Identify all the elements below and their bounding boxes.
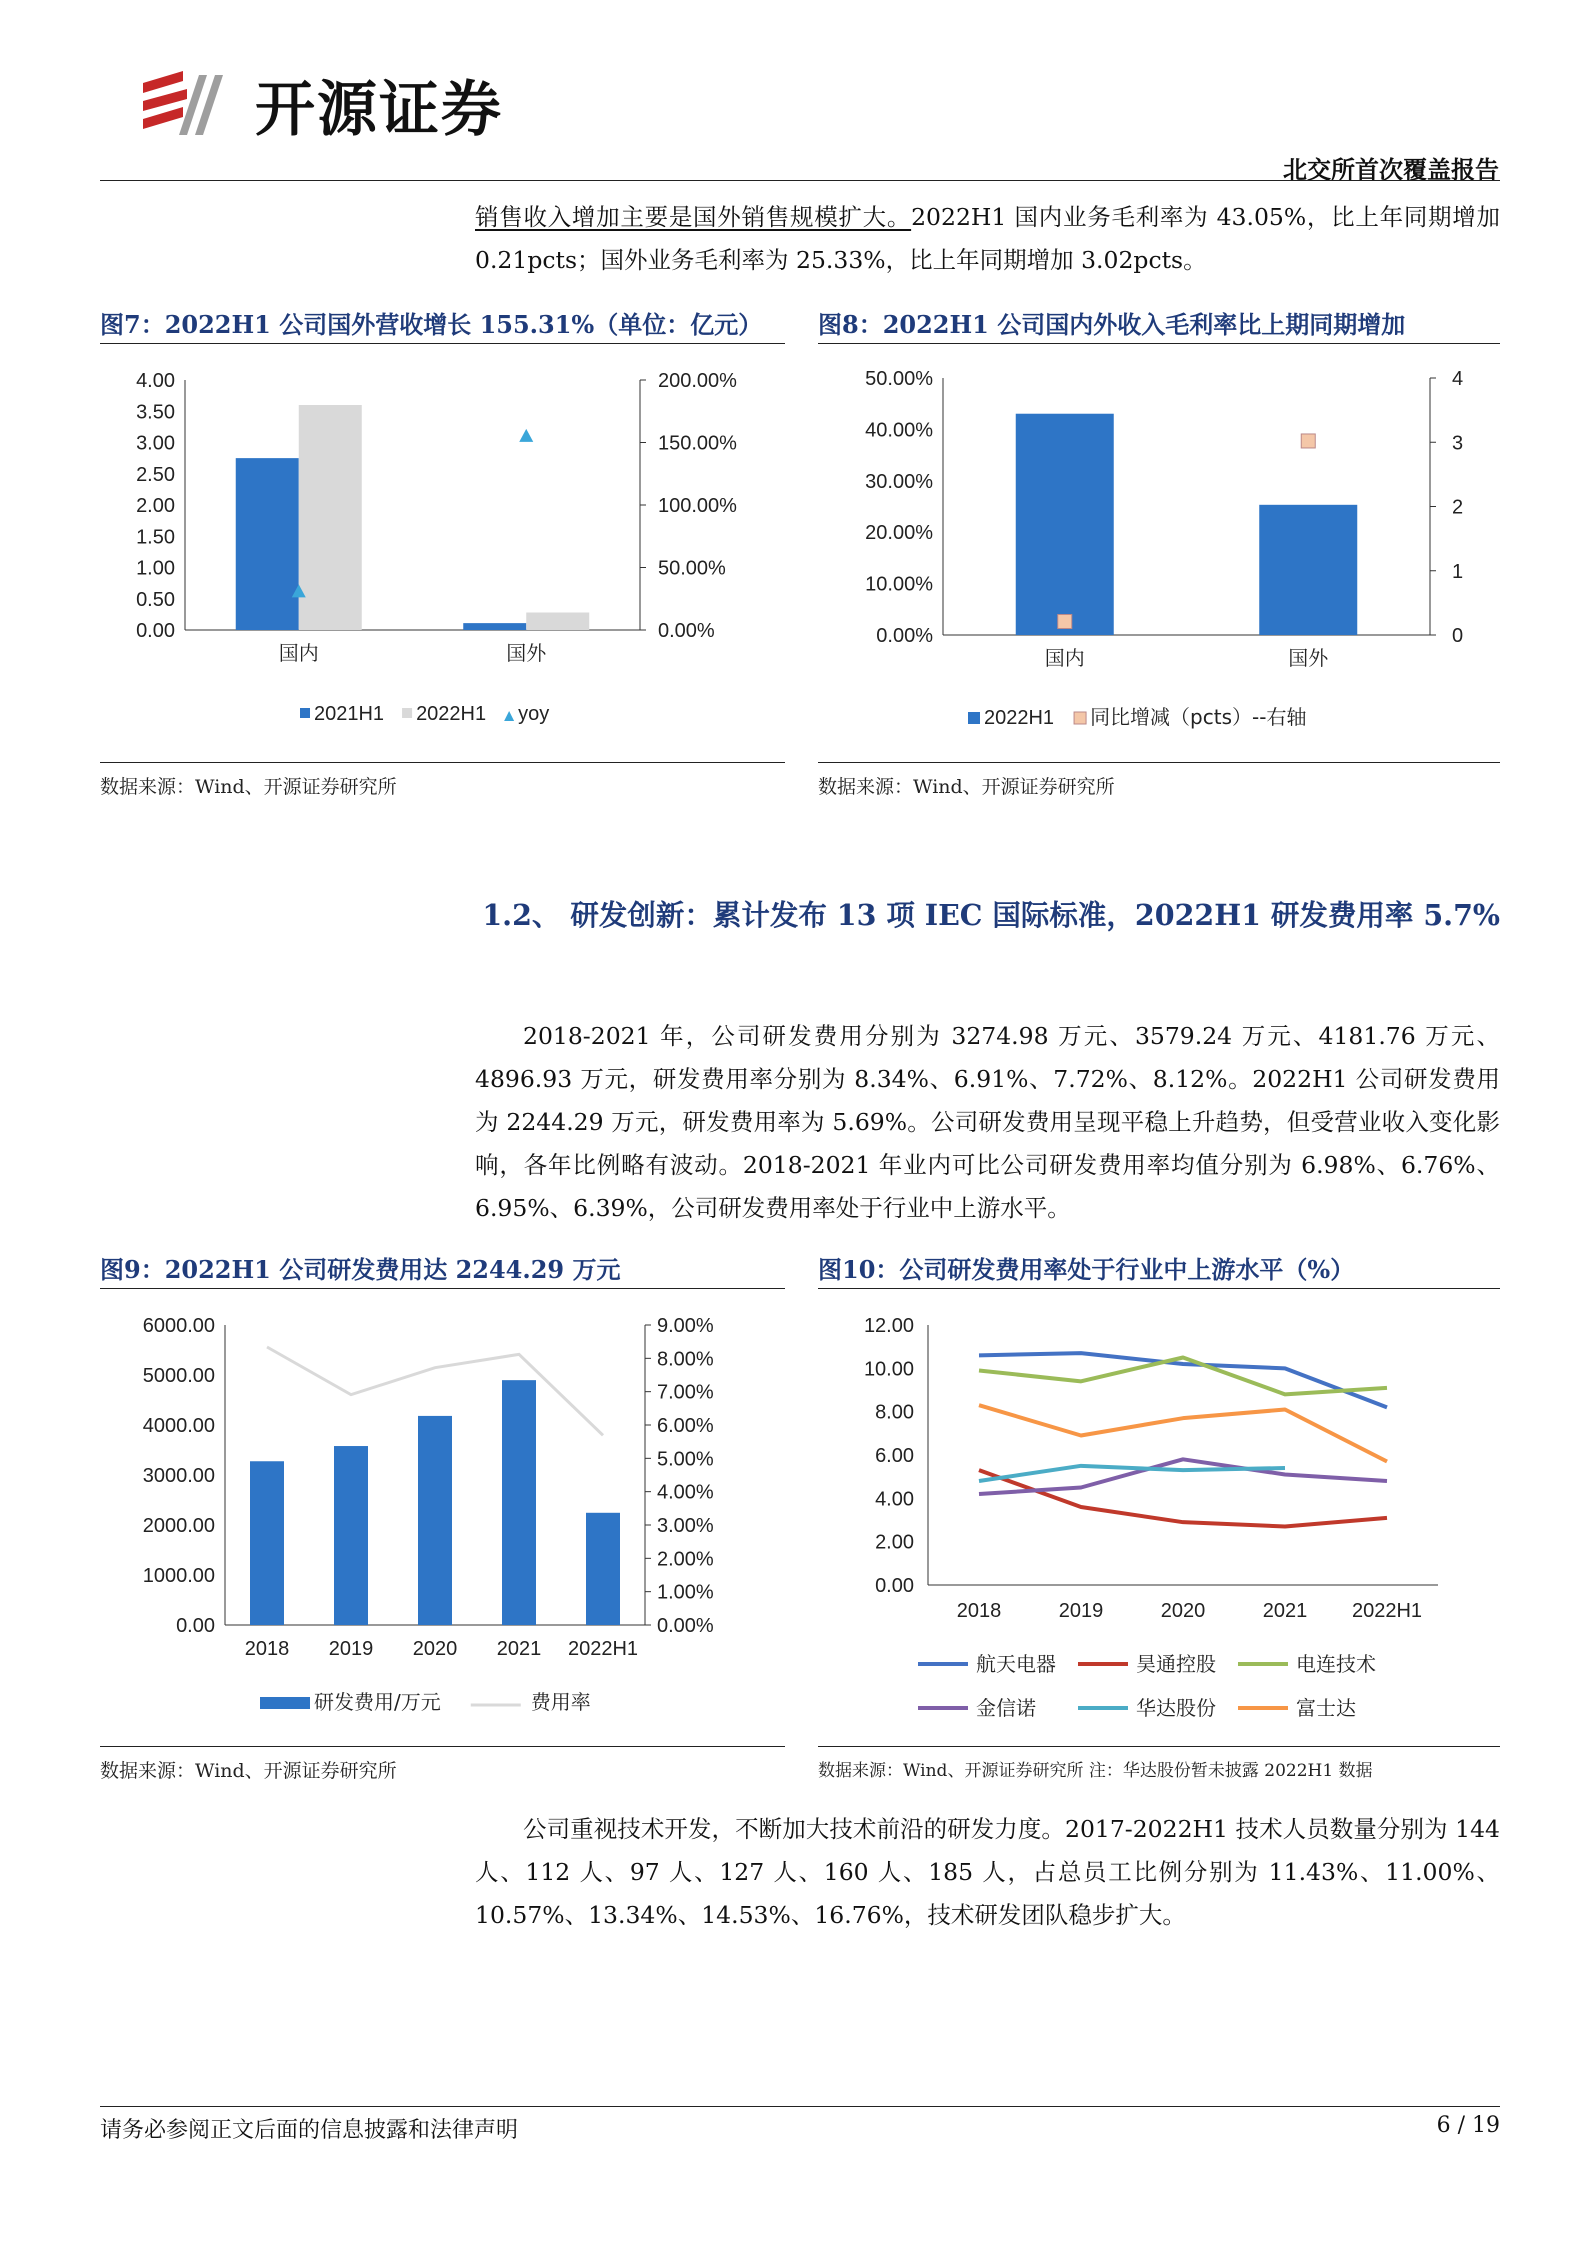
x-tick-label: 2021 [496, 1638, 542, 1660]
x-tick-label: 2021 [1262, 1600, 1308, 1622]
x-tick-label: 2020 [412, 1638, 458, 1660]
y-tick-label: 1.50 [136, 526, 175, 549]
x-tick-label: 2018 [956, 1600, 1002, 1622]
y-tick-label: 40.00% [865, 419, 933, 442]
legend-label: 2022H1 [984, 707, 1055, 729]
y-tick-label: 12.00 [863, 1315, 914, 1337]
bar-研发费用/万元 [250, 1461, 284, 1625]
y2-tick-label: 3 [1452, 432, 1464, 455]
y2-tick-label: 4 [1452, 368, 1464, 390]
legend-label: 金信诺 [976, 1696, 1036, 1720]
y-tick-label: 4000.00 [142, 1415, 215, 1437]
y2-tick-label: 50.00% [658, 557, 726, 580]
fig10-bottom-rule [818, 1746, 1500, 1747]
legend-label: 2021H1 [314, 703, 385, 725]
legend-label: 2022H1 [416, 703, 487, 725]
fig9-title: 图9：2022H1 公司研发费用达 2244.29 万元 [100, 1255, 621, 1284]
logo-icon [135, 55, 235, 145]
y-tick-label: 2.50 [136, 463, 175, 486]
bar-2022H1 [1259, 505, 1357, 635]
x-tick-label: 2020 [1160, 1600, 1206, 1622]
bar-研发费用/万元 [418, 1416, 452, 1625]
y-tick-label: 5000.00 [142, 1365, 215, 1387]
bar-2022H1 [1016, 414, 1114, 635]
footer-rule [100, 2106, 1500, 2107]
fig10-title: 图10：公司研发费用率处于行业中上游水平（%） [818, 1255, 1355, 1284]
marker-yoy [519, 429, 533, 442]
y-tick-label: 10.00% [865, 573, 933, 596]
y-tick-label: 0.00 [136, 620, 175, 642]
bar-2021H1 [463, 623, 526, 630]
footer-disclaimer: 请务必参阅正文后面的信息披露和法律声明 [100, 2118, 519, 2143]
y-tick-label: 2000.00 [142, 1515, 215, 1537]
y2-tick-label: 6.00% [657, 1415, 714, 1437]
y-tick-label: 2.00 [136, 495, 175, 517]
y-tick-label: 0.00 [875, 1575, 914, 1597]
y2-tick-label: 2.00% [657, 1548, 714, 1571]
fig7-source: 数据来源：Wind、开源证券研究所 [100, 776, 397, 798]
line-航天电器 [979, 1353, 1387, 1407]
fig7-title-rule [100, 343, 785, 344]
y2-tick-label: 1.00% [657, 1581, 714, 1604]
bar-研发费用/万元 [586, 1513, 620, 1625]
x-tick-label: 国内 [278, 641, 319, 665]
y2-tick-label: 9.00% [657, 1315, 714, 1337]
y-tick-label: 8.00 [875, 1401, 914, 1424]
y2-tick-label: 1 [1452, 560, 1464, 583]
marker-同比增减（pcts）--右轴 [1058, 615, 1072, 629]
x-tick-label: 2022H1 [567, 1638, 639, 1660]
legend-swatch [402, 708, 412, 718]
y-tick-label: 6000.00 [142, 1315, 215, 1337]
y2-tick-label: 150.00% [658, 432, 737, 455]
fig8-source: 数据来源：Wind、开源证券研究所 [818, 776, 1115, 798]
x-tick-label: 2022H1 [1351, 1600, 1423, 1622]
y-tick-label: 3000.00 [142, 1465, 215, 1487]
rd-paragraph [475, 1015, 1500, 1230]
brand-name: 开源证券 [255, 75, 503, 145]
x-tick-label: 国内 [1044, 646, 1085, 670]
legend-label: yoy [518, 703, 550, 725]
y-tick-label: 0.00 [176, 1615, 215, 1637]
y2-tick-label: 2 [1452, 496, 1464, 519]
y2-tick-label: 100.00% [658, 495, 737, 517]
marker-同比增减（pcts）--右轴 [1301, 434, 1315, 448]
legend-label: 同比增减（pcts）--右轴 [1090, 705, 1307, 729]
fig10-source: 数据来源：Wind、开源证券研究所 注：华达股份暂未披露 2022H1 数据 [818, 1761, 1373, 1781]
report-type: 北交所首次覆盖报告 [1283, 155, 1499, 184]
bar-研发费用/万元 [502, 1380, 536, 1625]
section-heading: 1.2、 研发创新：累计发布 13 项 IEC 国际标准，2022H1 研发费用率 5.7% [482, 898, 1500, 932]
x-tick-label: 2018 [244, 1638, 290, 1660]
legend-label: 研发费用/万元 [314, 1690, 441, 1714]
legend-label: 富士达 [1296, 1696, 1356, 1720]
y-tick-label: 4.00 [875, 1488, 914, 1511]
y-tick-label: 30.00% [865, 470, 933, 493]
y-tick-label: 10.00 [863, 1358, 914, 1381]
y2-tick-label: 200.00% [658, 370, 737, 392]
fig8-chart [818, 350, 1500, 750]
x-tick-label: 国外 [1288, 646, 1329, 670]
line-富士达 [979, 1405, 1387, 1461]
fig8-bottom-rule [818, 762, 1500, 763]
legend-swatch [260, 1697, 310, 1709]
legend-label: 华达股份 [1136, 1696, 1216, 1720]
y-tick-label: 3.50 [136, 401, 175, 424]
y-tick-label: 0.00% [876, 625, 933, 647]
fig9-source: 数据来源：Wind、开源证券研究所 [100, 1760, 397, 1782]
x-tick-label: 国外 [506, 641, 547, 665]
bar-研发费用/万元 [334, 1446, 368, 1625]
legend-label: 电连技术 [1296, 1652, 1376, 1676]
y-tick-label: 2.00 [875, 1531, 914, 1554]
fig10-chart [818, 1295, 1500, 1735]
legend-swatch [968, 712, 980, 724]
legend-swatch [504, 711, 514, 721]
legend-label: 昊通控股 [1136, 1652, 1216, 1676]
tech-paragraph-text: 公司重视技术开发，不断加大技术前沿的研发力度。2017-2022H1 技术人员数量分别为 144 人、112 人、97 人、127 人、160 人、185 人，占总员工比例分别为 11.43%、11.00%、10.57%、13.34%、14.53%、16.76%，技术研发团队稳步扩大。 [475, 1815, 1500, 1929]
legend-swatch [1074, 712, 1086, 724]
y2-tick-label: 4.00% [657, 1481, 714, 1504]
fig8-title-rule [818, 343, 1500, 344]
y2-tick-label: 3.00% [657, 1515, 714, 1537]
tech-paragraph [475, 1808, 1500, 1937]
y2-tick-label: 8.00% [657, 1348, 714, 1371]
fig9-chart [100, 1295, 785, 1735]
y2-tick-label: 0.00% [658, 620, 715, 642]
y-tick-label: 20.00% [865, 522, 933, 545]
y2-tick-label: 0 [1452, 625, 1464, 647]
y-tick-label: 1000.00 [142, 1565, 215, 1587]
legend-label: 航天电器 [976, 1652, 1056, 1676]
fig9-title-rule [100, 1288, 785, 1289]
logo-mark [135, 55, 235, 145]
bar-2022H1 [526, 613, 589, 631]
x-tick-label: 2019 [328, 1638, 374, 1660]
y-tick-label: 50.00% [865, 368, 933, 390]
fig8-title: 图8：2022H1 公司国内外收入毛利率比上期同期增加 [818, 310, 1406, 339]
intro-underlined: 销售收入增加主要是国外销售规模扩大。 [475, 203, 912, 231]
x-tick-label: 2019 [1058, 1600, 1104, 1622]
legend-swatch [300, 708, 310, 718]
y-tick-label: 0.50 [136, 588, 175, 611]
y2-tick-label: 5.00% [657, 1448, 714, 1471]
fig7-bottom-rule [100, 762, 785, 763]
y-tick-label: 4.00 [136, 370, 175, 392]
legend-label: 费用率 [530, 1690, 591, 1714]
intro-text: 2022H1 国内业务毛利率为 43.05%，比上年同期增加 0.21pcts；国外业务毛利率为 25.33%，比上年同期增加 3.02pcts。 [475, 203, 1501, 274]
y2-tick-label: 0.00% [657, 1615, 714, 1637]
fig7-title: 图7：2022H1 公司国外营收增长 155.31%（单位：亿元） [100, 310, 763, 339]
y-tick-label: 6.00 [875, 1445, 914, 1467]
line-金信诺 [979, 1459, 1387, 1494]
page-number: 6 / 19 [1436, 2113, 1500, 2138]
bar-2021H1 [236, 458, 299, 630]
fig9-bottom-rule [100, 1746, 785, 1747]
y2-tick-label: 7.00% [657, 1381, 714, 1404]
y-tick-label: 3.00 [136, 432, 175, 455]
bar-2022H1 [299, 405, 362, 630]
y-tick-label: 1.00 [136, 557, 175, 580]
header-rule [100, 180, 1500, 181]
fig10-title-rule [818, 1288, 1500, 1289]
intro-paragraph [475, 196, 1500, 282]
rd-paragraph-text: 2018-2021 年，公司研发费用分别为 3274.98 万元、3579.24 万元、4181.76 万元、4896.93 万元，研发费用率分别为 8.34%、6.91%、7.72%、8.12%。2022H1 公司研发费用为 2244.29 万元，研发费用率为 5.69%。公司研发费用呈现平稳上升趋势，但受营业收入变化影响，各年比例略有波动。2018-2021 年业内可比公司研发费用率均值分别为 6.98%、6.76%、6.95%、6.39%，公司研发费用率处于行业中上游水平。 [475, 1022, 1500, 1222]
fig7-chart [100, 350, 785, 750]
